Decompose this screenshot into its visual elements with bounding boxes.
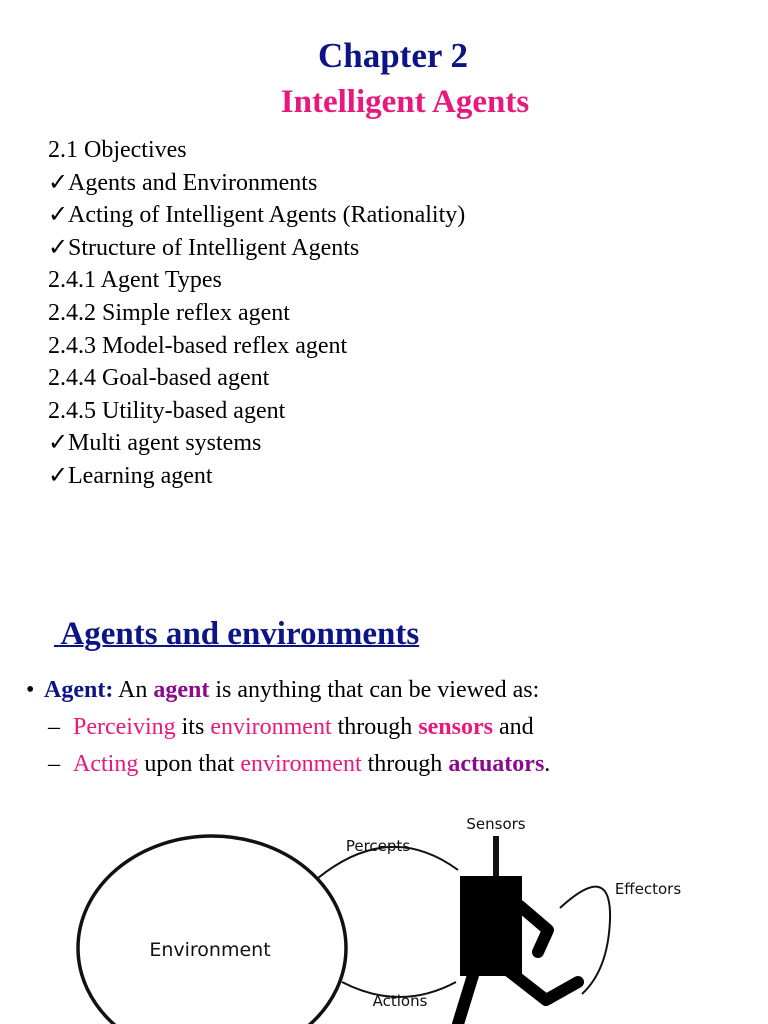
agent-label: Agent:: [44, 677, 114, 703]
check-icon: ✓: [48, 202, 69, 229]
list-item: ✓Structure of Intelligent Agents: [48, 232, 465, 265]
agent-environment-diagram: [0, 800, 768, 1024]
environment-circle: [78, 836, 346, 1024]
agent-body: [460, 876, 522, 976]
list-item: 2.1 Objectives: [48, 137, 187, 163]
environment-label: Environment: [149, 939, 271, 961]
agent-term: agent: [153, 677, 210, 703]
list-item: ✓Learning agent: [48, 460, 465, 493]
agent-leg-left: [458, 972, 474, 1024]
list-item: 2.4.1 Agent Types: [48, 267, 222, 294]
list-item: 2.4.2 Simple reflex agent: [48, 299, 290, 326]
acting-line: – Acting upon that environment through actuators.: [48, 751, 551, 777]
chapter-title: Intelligent Agents: [280, 84, 530, 120]
percepts-label: Percepts: [345, 837, 411, 855]
list-item: 2.4.3 Model-based reflex agent: [48, 332, 348, 359]
check-icon: ✓: [48, 462, 69, 489]
list-item: ✓Multi agent systems: [48, 427, 465, 460]
check-icon: ✓: [48, 234, 69, 261]
actions-label: Actions: [372, 992, 428, 1010]
agent-definition: • Agent: An agent is anything that can be viewed as:: [26, 677, 540, 703]
list-item: 2.4.4 Goal-based agent: [48, 365, 270, 392]
section-heading: Agents and environments: [54, 616, 420, 652]
effectors-label: Effectors: [614, 880, 682, 898]
list-item: 2.4.5 Utility-based agent: [48, 397, 286, 424]
objectives-list: [48, 134, 465, 493]
check-icon: ✓: [48, 430, 69, 457]
sensors-label: Sensors: [466, 815, 526, 833]
list-item: ✓Acting of Intelligent Agents (Rationality): [48, 199, 465, 232]
agent-arm: [520, 906, 548, 952]
perceiving-line: – Perceiving its environment through sensors and: [48, 714, 534, 740]
check-icon: ✓: [48, 169, 69, 196]
bullet-icon: •: [26, 677, 35, 703]
list-item: ✓Agents and Environments: [48, 167, 465, 200]
agent-leg-right: [510, 972, 578, 1000]
chapter-heading: Chapter 2: [317, 36, 469, 75]
effectors-arc: [560, 887, 610, 994]
